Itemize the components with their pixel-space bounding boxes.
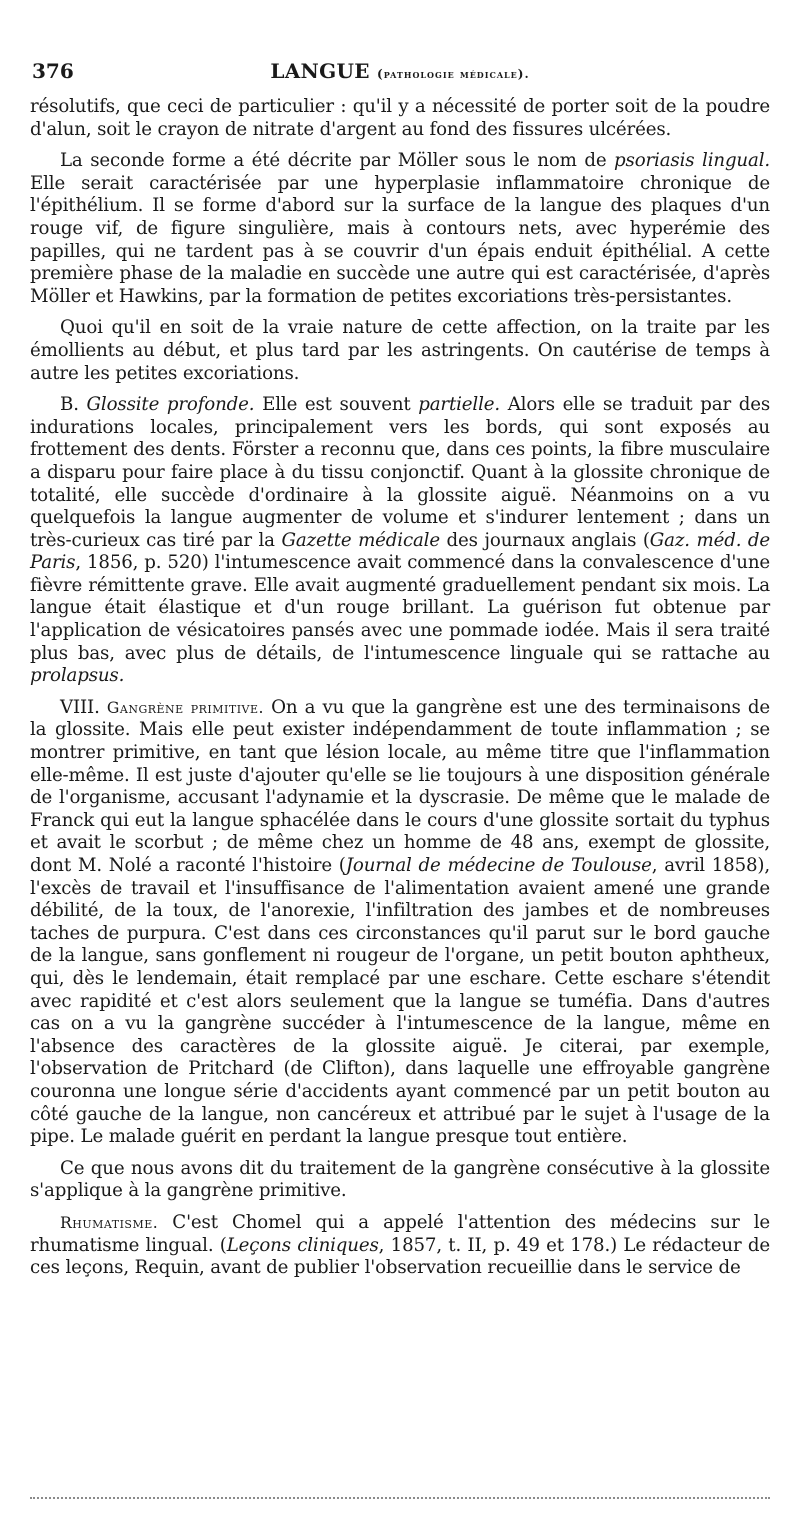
citation-gazette: Gazette médicale (281, 529, 440, 551)
term-psoriasis-lingual: psoriasis lingual. (614, 150, 770, 172)
page-body (30, 96, 770, 1289)
section-rhumatisme (30, 1212, 770, 1280)
paragraph-text: Alors elle se traduit par des indurations locales, principalement vers les bords, qui sont exposés au frottement des dents. Förster a reconnu que, dans ces points, la fibre musculaire a disparu pour faire place à du tissu conjonctif. Quant à la glossite chronique de totalité, elle succède d'ordinaire à la glossite aiguë. Néanmoins on a vu quelquefois la langue augmenter de volume et s'indurer lentement ; dans un très-curieux cas tiré par la (30, 394, 771, 551)
paragraph-text: Quoi qu'il en soit de la vraie nature de cette affection, on la traite par les émollients au début, et plus tard par les astringents. On cautérise de temps à autre les petites excoriations. (30, 317, 770, 384)
term-partielle: partielle. (418, 394, 500, 416)
paragraph-psoriasis (30, 150, 770, 308)
paragraph-text: La seconde forme a été décrite par Möller sous le nom de (60, 150, 615, 172)
citation-lecons-cliniques: Leçons cliniques (226, 1234, 379, 1256)
paragraph-continuation (30, 96, 770, 141)
section-glossite-profonde (30, 394, 770, 688)
section-heading: Rhumatisme. (60, 1212, 159, 1232)
section-gangrene-primitive (30, 697, 770, 1149)
paragraph-text: , avril 1858), l'excès de travail et l'insuffisance de l'alimentation avaient amené une grande débilité, de la toux, de l'anorexie, l'infiltration des jambes et de nombreuses taches de purpura. C'est dans ces circonstances qu'il parut sur le bord gauche de la langue, sans gonflement ni rougeur de l'organe, un petit bouton aphtheux, qui, dès le lendemain, était remplacé par une eschare. Cette eschare s'étendit avec rapidité et c'est alors seulement que la langue se tuméfia. Dans d'autres cas on a vu la gangrène succéder à l'intumescence de la langue, même en l'absence des caractères de la glossite aiguë. Je citerai, par exemple, l'observation de Pritchard (de Clifton), dans laquelle une effroyable gangrène couronna une longue série d'accidents ayant commencé par un petit bouton au côté gauche de la langue, non cancéreux et attribué par le sujet à l'usage de la pipe. Le malade guérit en perdant la langue presque tout entière. (30, 855, 770, 1148)
running-title (30, 58, 770, 87)
paragraph-text: Elle serait caractérisée par une hyperplasie inflammatoire chronique de l'épithélium. Il se forme d'abord sur la surface de la langue des plaques d'un rouge vif, de figure singulière, mais à contours nets, avec hyperémie des papilles, qui ne tardent pas à se couvrir d'un épais enduit épithélial. A cette première phase de la maladie en succède une autre qui est caractérisée, d'après Möller et Hawkins, par la formation de petites excoriations très-persistantes. (30, 172, 770, 307)
paragraph-text: , 1857, t. II, p. 49 et 178.) Le rédacteur de ces leçons, Requin, avant de publier l'observation recueillie dans le service de (30, 1234, 770, 1279)
section-heading: Gangrène primitive. (106, 697, 264, 717)
citation-journal-toulouse: Journal de médecine de Toulouse (345, 855, 652, 876)
paragraph-text: Ce que nous avons dit du traitement de la gangrène consécutive à la glossite s'applique à la gangrène primitive. (30, 1157, 770, 1202)
section-heading: Glossite profonde. (86, 394, 255, 416)
paragraph-text: On a vu que la gangrène est une des terminaisons de la glossite. Mais elle peut exister indépendamment de toute inflammation ; se montrer primitive, en tant que lésion locale, au même titre que l'inflammation elle-même. Il est juste d'ajouter qu'elle se lie toujours à une disposition générale de l'organisme, accusant l'adynamie et la dyscrasie. De même que le malade de Franck qui eut la langue sphacélée dans le cours d'une glossite sortait du typhus et avait le scorbut ; de même chez un homme de 48 ans, exempt de glossite, dont M. Nolé a raconté l'histoire ( (30, 696, 770, 876)
header-title: LANGUE (270, 59, 370, 83)
paragraph-text: Elle est souvent (254, 394, 419, 416)
paragraph-gangrene-treatment (30, 1158, 770, 1203)
citation-gaz-med: Gaz. méd. de Paris (30, 529, 771, 574)
paragraph-text: des journaux anglais ( (439, 529, 650, 551)
paragraph-text: , 1856, p. 520) l'intumescence avait commencé dans la convalescence d'une fièvre rémittente grave. Elle avait augmenté graduellement pendant six mois. La langue était élastique et d'un rouge brillant. La guérison fut obtenue par l'application de vésicatoires pansés avec une pommade iodée. Mais il sera traité plus bas, avec plus de détails, de l'intumescence linguale qui se rattache au (30, 552, 770, 664)
section-label: B. (60, 394, 87, 416)
paragraph-text: C'est Chomel qui a appelé l'attention des médecins sur le rhumatisme lingual. ( (30, 1211, 770, 1256)
paragraph-treatment (30, 317, 770, 385)
header-subtitle: (pathologie médicale). (377, 67, 530, 81)
bottom-rule (30, 1497, 770, 1499)
section-label: VIII. (60, 696, 107, 718)
page-number: 376 (32, 59, 74, 83)
running-header (30, 58, 770, 84)
paragraph-text: résolutifs, que ceci de particulier : qu'il y a nécessité de porter soit de la poudre d'alun, soit le crayon de nitrate d'argent au fond des fissures ulcérées. (30, 96, 770, 140)
term-prolapsus: prolapsus. (30, 665, 125, 687)
